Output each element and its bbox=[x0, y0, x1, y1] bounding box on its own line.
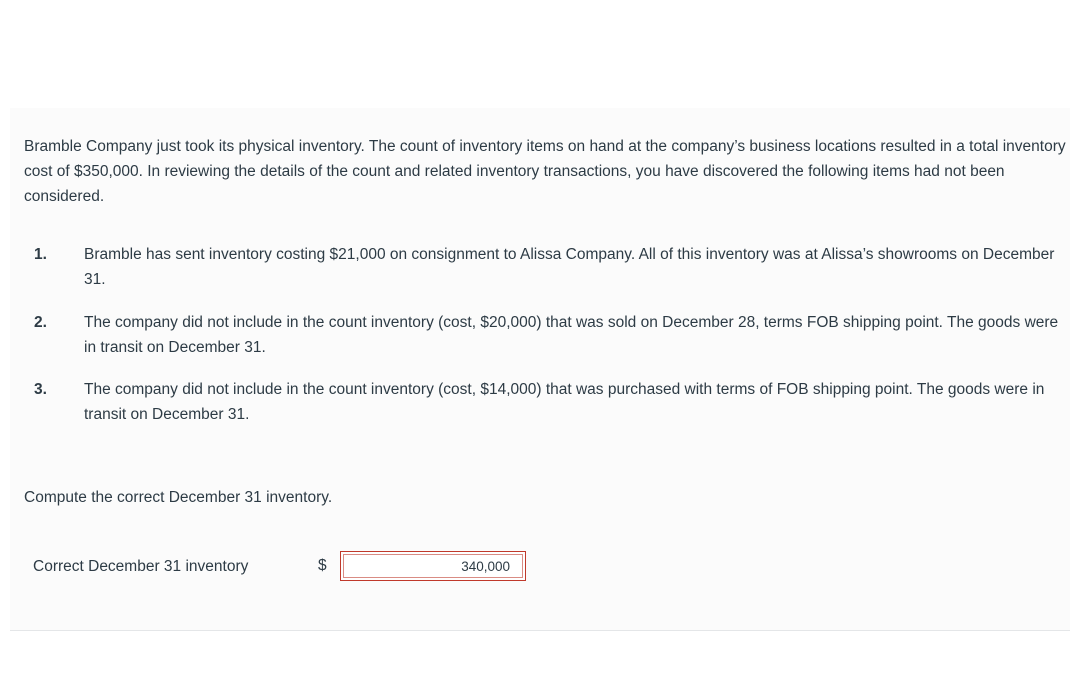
list-item-number: 1. bbox=[34, 246, 47, 263]
list-item-number: 2. bbox=[34, 314, 47, 331]
list-item-number: 3. bbox=[34, 381, 47, 398]
list-item-text: Bramble has sent inventory costing $21,000 on consignment to Alissa Company. All of this inventory was at Alissa’s showrooms on December 31. bbox=[84, 246, 1055, 288]
list-item-text: The company did not include in the count inventory (cost, $14,000) that was purchased with terms of FOB shipping point. The goods were in transit on December 31. bbox=[84, 381, 1045, 423]
problem-intro: Bramble Company just took its physical inventory. The count of inventory items on hand at the company’s business locations resulted in a total inventory cost of $350,000. In reviewing the details of the count and related inventory transactions, you have discovered the following items had not been considered. bbox=[24, 138, 1066, 205]
answer-field-frame bbox=[340, 551, 526, 581]
answer-label: Correct December 31 inventory bbox=[33, 557, 249, 575]
list-item-text: The company did not include in the count inventory (cost, $20,000) that was sold on December 28, terms FOB shipping point. The goods were in transit on December 31. bbox=[84, 314, 1059, 356]
currency-symbol: $ bbox=[318, 557, 327, 574]
answer-row bbox=[33, 551, 526, 581]
instruction-text: Compute the correct December 31 inventory. bbox=[24, 489, 333, 506]
inventory-answer-input[interactable] bbox=[343, 554, 523, 578]
